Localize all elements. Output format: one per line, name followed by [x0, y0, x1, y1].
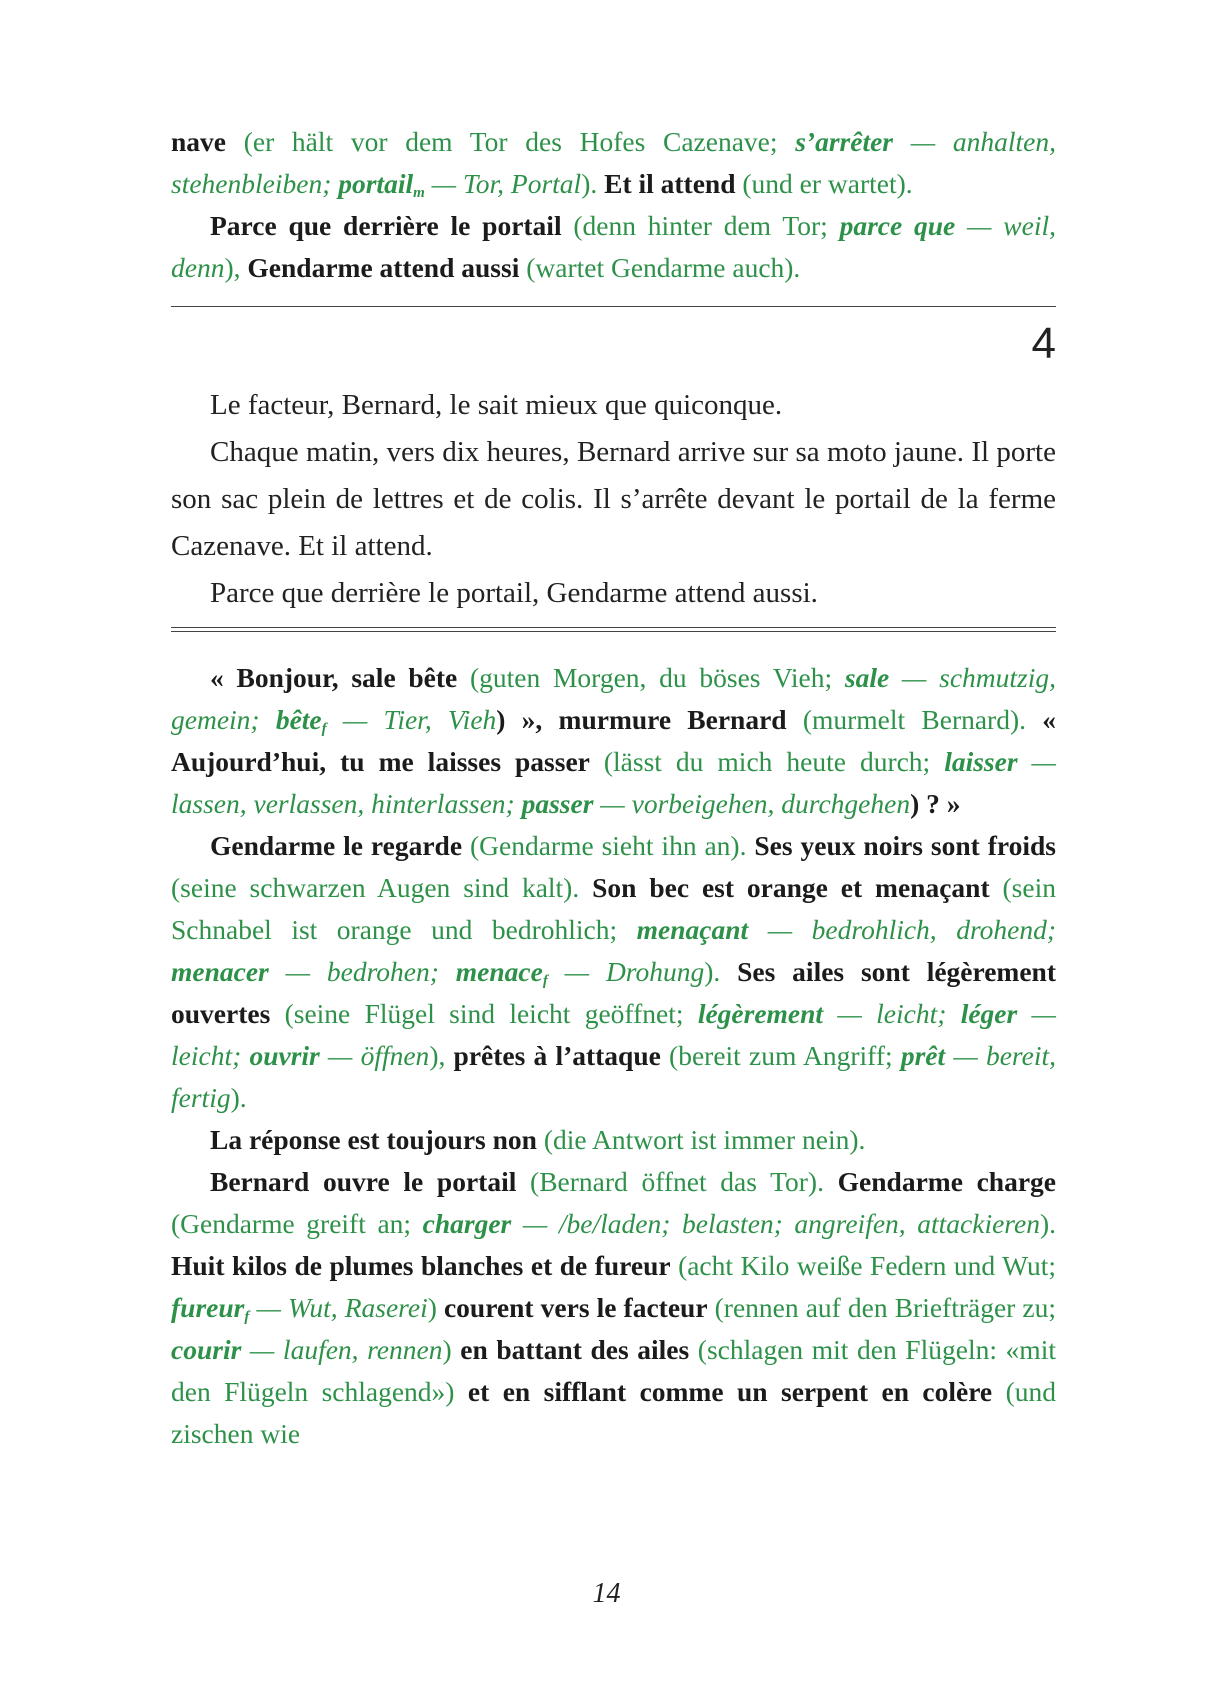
gloss: (acht Kilo weiße Federn und Wut; fureur$_f$ — Wut, Raserei) [171, 1250, 1057, 1325]
french-text: nave [171, 126, 226, 157]
gloss: (Gendarme sieht ihn an). [462, 830, 755, 861]
french-text: La réponse est toujours non [210, 1124, 537, 1155]
gloss: (seine Flügel sind leicht geöffnet; légèrement — leicht; léger — leicht; ouvrir — öffnen), [171, 998, 1056, 1071]
french-text: ) », [496, 704, 559, 735]
french-text: Gendarme le regarde [210, 830, 463, 861]
french-text: « Aujourd’hui, tu me laisses passer [171, 704, 1056, 777]
gloss: (rennen auf den Briefträger zu; courir — laufen, rennen) [171, 1292, 1056, 1365]
french-text: Bernard ouvre le portail [210, 1166, 517, 1197]
french-text: « Bonjour, sale bête [210, 662, 458, 693]
gloss: (er hält vor dem Tor des Hofes Cazenave; s’arrêter — anhalten, stehenbleiben; portail$_m$ — Tor, Portal). [171, 126, 1056, 201]
french-text: et en sifflant comme un serpent en colère [467, 1376, 993, 1407]
original-text-block [171, 382, 1056, 617]
paragraph-2 [171, 205, 1056, 289]
french-text: Et il attend [604, 168, 736, 199]
original-paragraph: Le facteur, Bernard, le sait mieux que quiconque. [210, 389, 783, 421]
book-page [171, 121, 1056, 1455]
chapter-number: 4 [1031, 319, 1056, 368]
french-text: Son bec est orange et menaçant [592, 872, 990, 903]
gloss: (schlagen mit den Flügeln: «mit den Flügeln schlagend») [171, 1334, 1056, 1407]
gloss: (Gendarme greift an; charger — /be/laden; belasten; angreifen, attackieren). [171, 1208, 1056, 1239]
section-divider [171, 306, 1056, 307]
paragraph-6 [171, 1161, 1056, 1455]
french-text: Ses ailes sont légèrement ouvertes [171, 956, 1056, 1029]
gloss: (Bernard öffnet das Tor). [516, 1166, 838, 1197]
french-text: courent vers le facteur [443, 1292, 708, 1323]
gloss: (und zischen wie [171, 1376, 1056, 1449]
french-text: ) ? » [910, 788, 961, 819]
french-text: Gendarme attend aussi [247, 252, 520, 283]
gloss: (denn hinter dem Tor; parce que — weil, denn), [171, 210, 1056, 283]
gloss: (seine schwarzen Augen sind kalt). [171, 872, 593, 903]
french-text: Parce que derrière le portail [210, 210, 562, 241]
paragraph-1 [171, 121, 1056, 205]
page-number: 14 [592, 1578, 621, 1609]
french-text: Ses yeux noirs sont froids [754, 830, 1056, 861]
french-text: prêtes à l’attaque [453, 1040, 661, 1071]
paragraph-4 [171, 825, 1056, 1119]
paragraph-5 [171, 1119, 1056, 1161]
gloss: (guten Morgen, du böses Vieh; sale — schmutzig, gemein; bête$_f$ — Tier, Vieh [171, 662, 1056, 737]
gloss: (die Antwort ist immer nein). [536, 1124, 866, 1155]
paragraph-3 [171, 657, 1056, 825]
original-paragraph: Chaque matin, vers dix heures, Bernard arrive sur sa moto jaune. Il porte son sac plein de lettres et de colis. Il s’arrête devant le portail de la ferme Cazenave. Et il attend. [171, 436, 1056, 562]
gloss: (und er wartet). [735, 168, 913, 199]
french-text: murmure Bernard [558, 704, 787, 735]
original-paragraph: Parce que derrière le portail, Gendarme attend aussi. [210, 577, 818, 609]
gloss: (sein Schnabel ist orange und bedrohlich; menaçant — bedrohlich, drohend; menacer — bedrohen; menace$_f$ — Drohung). [171, 872, 1056, 989]
gloss: (bereit zum Angriff; prêt — bereit, fertig). [171, 1040, 1056, 1113]
double-divider [171, 627, 1056, 632]
french-text: Gendarme charge [837, 1166, 1057, 1197]
gloss: (wartet Gendarme auch). [519, 252, 801, 283]
gloss: (murmelt Bernard). [786, 704, 1043, 735]
gloss: (lässt du mich heute durch; laisser — lassen, verlassen, hinterlassen; passer — vorbeigehen, durchgehen [171, 746, 1056, 819]
french-text: Huit kilos de plumes blanches et de fureur [171, 1250, 671, 1281]
french-text: en battant des ailes [460, 1334, 690, 1365]
